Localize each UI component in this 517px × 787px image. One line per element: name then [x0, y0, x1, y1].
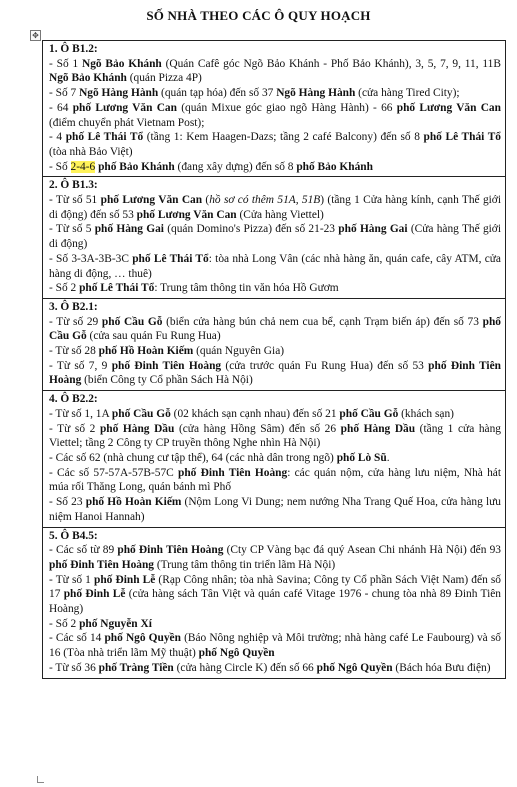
list-item — [49, 252, 501, 281]
table-row — [43, 41, 505, 177]
text-run: (quán Pizza 4P) — [126, 72, 202, 85]
text-run: (cửa hàng sách Tân Việt và quán café Vitage 1976 - chung tòa nhà 89 Đinh Tiên Hoàng) — [49, 588, 501, 616]
text-run: ( — [202, 194, 210, 207]
text-run: (cửa sau quán Fu Rung Hua) — [86, 330, 221, 343]
text-run: (điểm chuyển phát Vietnam Post); — [49, 116, 205, 129]
text-run: : tòa nhà Long Vân (các nhà hàng ăn, quán cafe, cây ATM, cửa hàng di động, … thuê) — [49, 252, 501, 280]
text-run: (quán Nguyên Gia) — [193, 345, 285, 358]
street-name: Ngõ Bảo Khánh — [49, 72, 127, 85]
text-run: (tầng 1: Kem Haagen-Dazs; tầng 2 café Balcony) đến số 8 — [143, 131, 424, 144]
text-run: - Từ số 29 — [49, 315, 102, 328]
list-item — [49, 573, 501, 617]
list-item — [49, 631, 501, 660]
list-item — [49, 451, 501, 466]
street-name: Ngõ Hàng Hành — [79, 87, 159, 100]
text-run: (khách sạn) — [398, 407, 454, 420]
text-run: ) (tầng 1 Cửa hàng kính, cạnh Thế giới di động) đến số 53 — [49, 194, 501, 221]
street-name: phố Lê Thái Tổ — [132, 252, 209, 265]
street-name: phố Ngô Quyền — [104, 632, 181, 645]
text-run: (Báo Nông nghiệp và Môi trường; nhà hàng café Le Faubourg) và số 16 (Tòa nhà triển lãm Mỹ thuật) — [49, 632, 501, 660]
table-row — [43, 528, 505, 679]
street-name: phố Hồ Hoàn Kiếm — [85, 496, 182, 509]
table-row — [43, 391, 505, 527]
text-run: - Số 2 — [49, 617, 80, 630]
text-run: (Bách hóa Bưu điện) — [392, 661, 491, 674]
zoning-table — [42, 40, 506, 679]
text-run: (quán tạp hóa) đến số 37 — [158, 87, 277, 100]
street-name: phố Lê Thái Tổ — [65, 131, 144, 144]
text-run: - Từ số 51 — [49, 194, 101, 207]
text-run: - Từ số 1, 1A — [49, 407, 112, 420]
street-name: phố Đinh Lễ — [94, 573, 156, 586]
street-name: phố Cầu Gỗ — [339, 407, 399, 420]
text-run: (Nộm Long Vi Dung; nem nướng Nha Trang Quế Hoa, cửa hàng lưu niệm Hanoi Hannah) — [49, 496, 501, 523]
street-name: Ngõ Hàng Hành — [276, 87, 356, 100]
text-run: (cửa hàng Circle K) đến số 66 — [173, 661, 317, 674]
street-name: phố Đinh Lễ — [63, 588, 126, 601]
text-run: - Các số 62 (nhà chung cư tập thể), 64 (các nhà dân trong ngõ) — [49, 451, 337, 464]
list-item — [49, 160, 501, 175]
street-name: phố Hàng Gai — [338, 223, 408, 236]
street-name: phố Đinh Tiên Hoàng — [111, 359, 222, 372]
list-item — [49, 661, 501, 676]
text-run: (Quán Cafê góc Ngõ Bảo Khánh - Phố Bảo Khánh), 3, 5, 7, 9, 11, 11B — [161, 57, 501, 70]
text-run: (Rạp Công nhân; tòa nhà Savina; Công ty Cổ phần Sách Việt Nam) đến số 17 — [49, 573, 501, 601]
text-run: - Từ số 5 — [49, 223, 95, 236]
list-item — [49, 422, 501, 451]
text-run: - Từ số 2 — [49, 422, 100, 435]
street-name: phố Lương Văn Can — [396, 101, 501, 114]
text-run: - Số 7 — [49, 87, 80, 100]
street-name: phố Cầu Gỗ — [101, 315, 163, 328]
text-run: - Từ số 1 — [49, 573, 94, 586]
text-run: . — [386, 451, 390, 464]
street-name: phố Hồ Hoàn Kiếm — [98, 345, 194, 358]
list-item — [49, 86, 501, 101]
text-run: - Số 2 — [49, 282, 80, 295]
list-item — [49, 617, 501, 632]
street-name: phố Hàng Dầu — [340, 422, 416, 435]
street-name: phố Đinh Tiên Hoàng — [117, 544, 224, 557]
street-name: phố Bảo Khánh — [296, 160, 373, 173]
text-run: (Cty CP Vàng bạc đá quý Asean Chi nhánh Hà Nội) đến 93 — [223, 544, 501, 557]
list-item — [49, 57, 501, 86]
street-name: phố Lương Văn Can — [72, 101, 177, 114]
text-run: : Trung tâm thông tin văn hóa Hồ Gươm — [154, 282, 339, 295]
table-move-handle-icon[interactable]: ✥ — [30, 30, 41, 41]
list-item — [49, 281, 501, 296]
text-run: - Từ số 28 — [49, 345, 99, 358]
list-item — [49, 344, 501, 359]
street-name: phố Tràng Tiền — [98, 661, 174, 674]
text-run: (cửa trước quán Fu Rung Hua) đến số 53 — [221, 359, 429, 372]
section-heading: 3. Ô B2.1: — [49, 300, 98, 313]
street-name: phố Lò Sũ — [336, 451, 387, 464]
list-item — [49, 193, 501, 222]
street-name: phố Cầu Gỗ — [49, 315, 501, 343]
text-run: - 64 — [49, 101, 73, 114]
section-heading: 2. Ô B1.3: — [49, 179, 98, 192]
text-run: (cửa hàng Tired City); — [355, 87, 460, 100]
street-name: phố Đinh Tiên Hoàng — [49, 359, 501, 387]
street-name: Ngõ Bảo Khánh — [81, 57, 162, 70]
text-run: (đang xây dựng) đến số 8 — [174, 160, 297, 173]
text-run: (Trung tâm thông tin triển lãm Hà Nội) — [154, 558, 336, 571]
list-item — [49, 466, 501, 495]
highlighted-number: 2-4-6 — [70, 160, 96, 173]
list-item — [49, 495, 501, 524]
text-run: - Các số 14 — [49, 632, 105, 645]
page-title: SỐ NHÀ THEO CÁC Ô QUY HOẠCH — [146, 8, 371, 23]
section-heading: 5. Ô B4.5: — [49, 529, 98, 542]
street-name: phố Cầu Gỗ — [111, 407, 171, 420]
street-name: phố Lê Thái Tổ — [423, 131, 501, 144]
text-run: (quán Domino's Pizza) đến số 21-23 — [163, 223, 339, 236]
text-run: - 4 — [49, 131, 66, 144]
street-name: phố Lê Thái Tổ — [79, 282, 155, 295]
text-run: (biển cửa hàng bún chả nem cua bể, cạnh Trạm biến áp) đến số 73 — [162, 315, 483, 328]
street-name: phố Bảo Khánh — [98, 160, 175, 173]
list-item — [49, 543, 501, 572]
text-run: - Số 3-3A-3B-3C — [49, 252, 133, 265]
text-cursor-mark — [37, 776, 44, 783]
text-run: - Từ số 36 — [49, 661, 99, 674]
text-run: - Số 1 — [49, 57, 82, 70]
table-row — [43, 299, 505, 391]
text-run: - Các số 57-57A-57B-57C — [49, 466, 178, 479]
section-heading: 1. Ô B1.2: — [49, 43, 98, 55]
text-run: : các quán nộm, cửa hàng lưu niệm, Nhà hát múa rối Thăng Long, quán bánh mì Phố — [49, 466, 501, 494]
street-name: phố Ngô Quyền — [316, 661, 393, 674]
text-run: (Cửa hàng Thế giới di động) — [49, 223, 501, 251]
street-name: phố Ngô Quyền — [198, 647, 275, 660]
table-row — [43, 177, 505, 299]
text-run: (biển Công ty Cổ phần Sách Hà Nội) — [81, 374, 253, 387]
list-item — [49, 222, 501, 251]
text-run: (tòa nhà Bảo Việt) — [49, 145, 133, 158]
list-item — [49, 101, 501, 130]
street-name: phố Nguyễn Xí — [79, 617, 152, 630]
street-name: phố Đinh Tiên Hoàng — [178, 466, 288, 479]
text-run: - Số — [49, 160, 71, 173]
text-run: hồ sơ có thêm 51A, 51B — [209, 194, 321, 207]
text-run: - Các số từ 89 — [49, 544, 118, 557]
list-item — [49, 315, 501, 344]
list-item — [49, 359, 501, 388]
text-run: - Từ số 7, 9 — [49, 359, 112, 372]
list-item — [49, 407, 501, 422]
list-item — [49, 130, 501, 159]
text-run: (cửa hàng Hồng Sâm) đến số 26 — [174, 422, 341, 435]
street-name: phố Lương Văn Can — [100, 194, 203, 207]
street-name: phố Lương Văn Can — [136, 208, 237, 221]
street-name: phố Đinh Tiên Hoàng — [49, 558, 154, 571]
text-run: (quán Mixue góc giao ngõ Hàng Hành) - 66 — [176, 101, 397, 114]
section-heading: 4. Ô B2.2: — [49, 393, 98, 406]
text-run: (Cửa hàng Viettel) — [236, 208, 324, 221]
street-name: phố Hàng Gai — [94, 223, 164, 236]
street-name: phố Hàng Dầu — [99, 422, 175, 435]
text-run: (02 khách sạn cạnh nhau) đến số 21 — [170, 407, 340, 420]
text-run: (tầng 1 cửa hàng Viettel; tầng 2 Công ty CP truyền thông Nghe nhìn Hà Nội) — [49, 422, 501, 450]
text-run: - Số 23 — [49, 496, 86, 509]
